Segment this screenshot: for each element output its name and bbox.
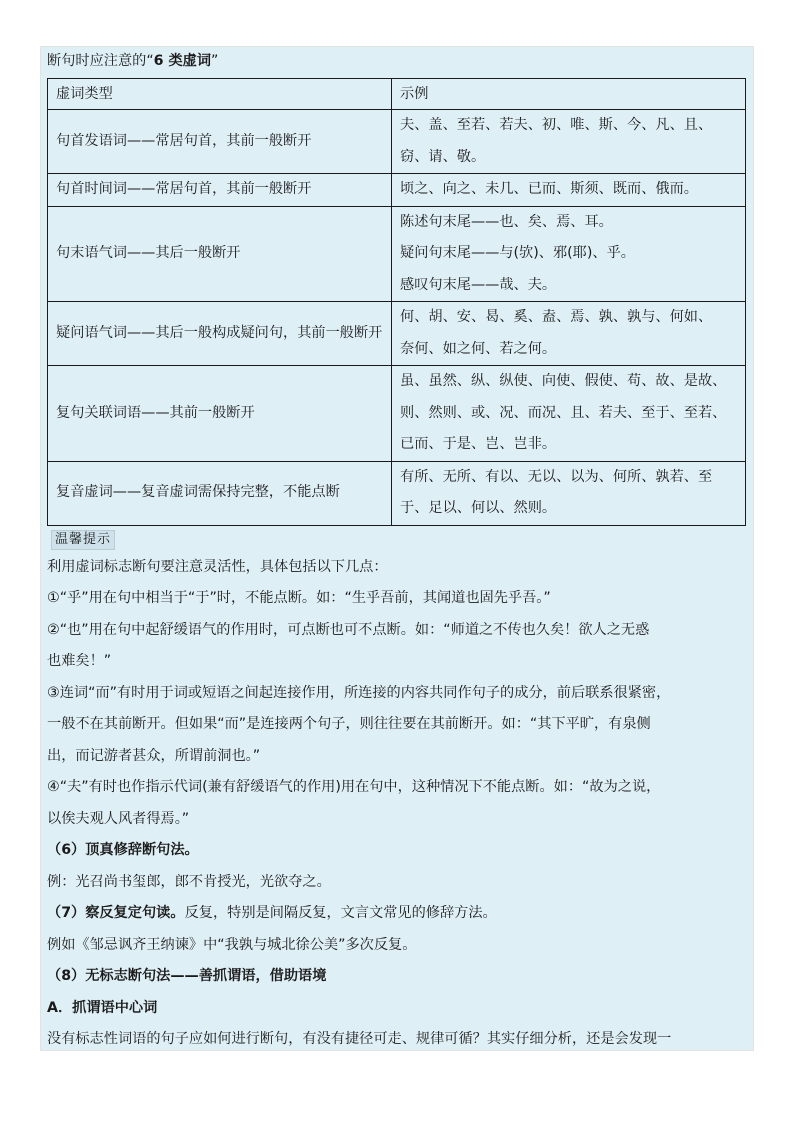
- table-header-type: 虚词类型: [48, 79, 392, 110]
- table-header-row: [48, 79, 746, 110]
- table-row: [48, 174, 746, 207]
- tip-point-3-cont2: 出，而记游者甚众，所谓前洞也。”: [47, 747, 261, 764]
- type-cell: 复音虚词——复音虚词需保持完整，不能点断: [48, 461, 392, 525]
- section-6-example: 例：光召尚书玺郎，郎不肯授光，光欲夺之。: [47, 873, 331, 890]
- examples-cell: 虽、虽然、纵、纵使、向使、假使、苟、故、是故、 则、然则、或、况、而况、且、若夫、至于、至若、 已而、于是、岂、岂非。: [392, 366, 746, 462]
- table-header-examples: 示例: [392, 79, 746, 110]
- section-6-heading: （6）顶真修辞断句法。: [47, 842, 199, 858]
- final-paragraph: 没有标志性词语的句子应如何进行断句，有没有捷径可走、规律可循？其实仔细分析，还是会发现一: [47, 1031, 672, 1047]
- tip-point-4: ④“夫”有时也作指示代词(兼有舒缓语气的作用)用在句中，这种情况下不能点断。如：“故为之说，: [47, 779, 661, 795]
- table-row: [48, 206, 746, 302]
- examples-cell: 夫、盖、至若、若夫、初、唯、斯、今、凡、且、 窃、请、敬。: [392, 110, 746, 174]
- type-cell: 句首时间词——常居句首，其前一般断开: [48, 174, 392, 207]
- tip-point-2: ②“也”用在句中起舒缓语气的作用时，可点断也可不点断。如：“师道之不传也久矣！欲人之无惑: [47, 621, 650, 638]
- section-7-example: 例如《邹忌讽齐王纳谏》中“我孰与城北徐公美”多次反复。: [47, 936, 417, 953]
- tip-point-2-cont: 也难矣！”: [47, 653, 112, 669]
- tip-intro: 利用虚词标志断句要注意灵活性，具体包括以下几点：: [47, 558, 388, 575]
- tip-point-3-cont: 一般不在其前断开。但如果“而”是连接两个句子，则往往要在其前断开。如：“其下平旷，有泉侧: [47, 716, 651, 732]
- tip-point-1: ①“乎”用在句中相当于“于”时，不能点断。如：“生乎吾前，其闻道也固先乎吾。”: [47, 590, 551, 606]
- examples-cell: 陈述句末尾——也、矣、焉、耳。 疑问句末尾——与(欤)、邪(耶)、乎。 感叹句末尾——哉、夫。: [392, 206, 746, 302]
- table-row: [48, 110, 746, 174]
- type-cell: 句末语气词——其后一般断开: [48, 206, 392, 302]
- subsection-a-heading: A．抓谓语中心词: [47, 999, 158, 1016]
- tip-badge: 温馨提示: [51, 530, 115, 550]
- examples-cell: 顷之、向之、未几、已而、斯须、既而、俄而。: [392, 174, 746, 207]
- type-cell: 疑问语气词——其后一般构成疑问句，其前一般断开: [48, 302, 392, 366]
- document-content: [47, 48, 747, 1056]
- function-word-table: [47, 78, 746, 526]
- tip-point-3: ③连词“而”有时用于词或短语之间起连接作用，所连接的内容共同作句子的成分，前后联系很紧密，: [47, 684, 671, 701]
- table-row: [48, 302, 746, 366]
- table-row: [48, 366, 746, 462]
- type-cell: 句首发语词——常居句首，其前一般断开: [48, 110, 392, 174]
- section-title-bold: 6 类虚词: [153, 53, 212, 69]
- table-row: [48, 461, 746, 525]
- examples-cell: 有所、无所、有以、无以、以为、何所、孰若、至 于、足以、何以、然则。: [392, 461, 746, 525]
- section-8-heading: （8）无标志断句法——善抓谓语，借助语境: [47, 968, 327, 984]
- type-cell: 复句关联词语——其前一般断开: [48, 366, 392, 462]
- section-title: 断句时应注意的“6 类虚词”: [47, 53, 219, 69]
- section-7-heading: （7）察反复定句读。反复，特别是间隔反复，文言文常见的修辞方法。: [47, 905, 497, 921]
- tip-point-4-cont: 以俟夫观人风者得焉。”: [47, 810, 190, 827]
- examples-cell: 何、胡、安、曷、奚、盍、焉、孰、孰与、何如、 奈何、如之何、若之何。: [392, 302, 746, 366]
